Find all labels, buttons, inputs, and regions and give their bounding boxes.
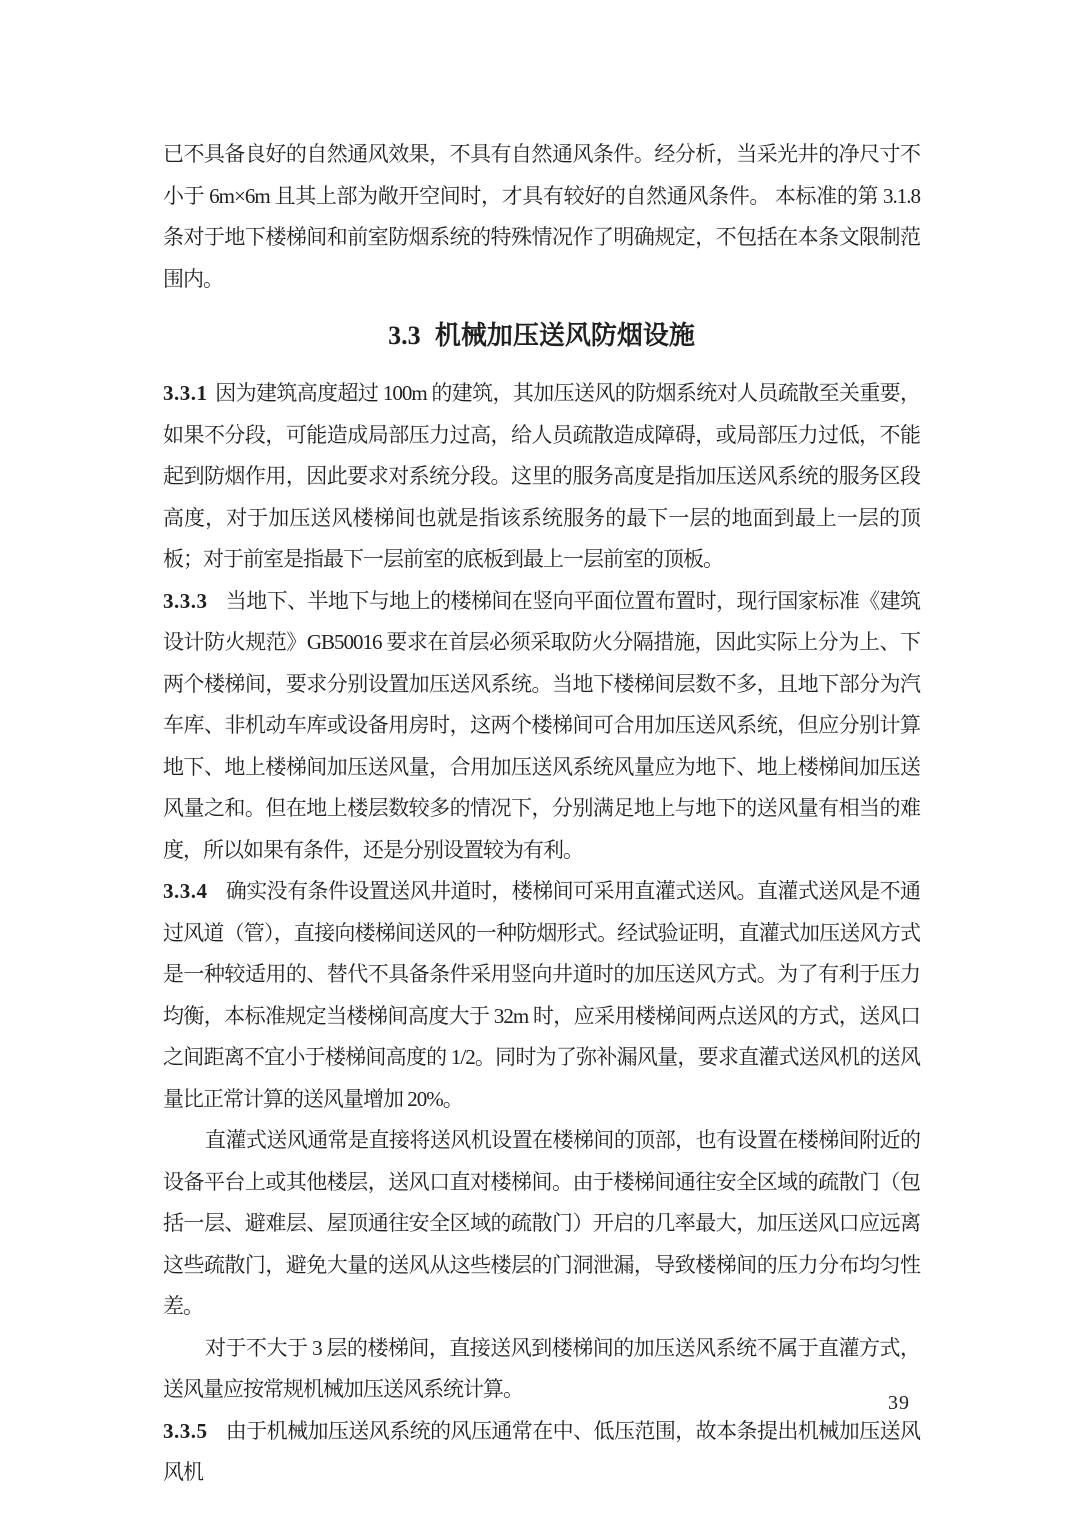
clause-text: 因为建筑高度超过 100m 的建筑，其加压送风的防烟系统对人员疏散至关重要，如果不分段，可能造成局部压力过高，给人员疏散造成障碍，或局部压力过低，不能起到防烟作用，因此要求对系统分段。这里的服务高度是指加压送风系统的服务区段高度，对于加压送风楼梯间也就是指该系统服务的最下一层的地面到最上一层的顶板；对于前室是指最下一层前室的底板到最上一层前室的顶板。: [163, 381, 920, 571]
section-heading: [163, 314, 920, 358]
clause-3-3-5: [163, 1411, 920, 1494]
clause-number: 3.3.1: [163, 381, 208, 405]
clause-number: 3.3.5: [163, 1418, 208, 1443]
clause-3-3-4: [163, 871, 920, 1120]
page-content: [163, 134, 920, 1494]
section-heading-title: 机械加压送风防烟设施: [434, 321, 695, 350]
clause-number: 3.3.4: [163, 879, 208, 903]
paragraph-continuation: 已不具备良好的自然通风效果，不具有自然通风条件。经分析，当采光井的净尺寸不小于 6m×6m 且其上部为敞开空间时，才具有较好的自然通风条件。 本标准的第 3.1.8 条对于地下楼梯间和前室防烟系统的特殊情况作了明确规定，不包括在本条文限制范围内。: [163, 142, 920, 291]
paragraph-direct-supply-fan: 直灌式送风通常是直接将送风机设置在楼梯间的顶部，也有设置在楼梯间附近的设备平台上或其他楼层，送风口直对楼梯间。由于楼梯间通往安全区域的疏散门（包括一层、避难层、屋顶通往安全区域的疏散门）开启的几率最大，加压送风口应远离这些疏散门，避免大量的送风从这些楼层的门洞泄漏，导致楼梯间的压力分布均匀性差。: [163, 1128, 920, 1318]
clause-3-3-3: [163, 581, 920, 872]
section-heading-number: 3.3: [388, 321, 421, 350]
paragraph-three-storey-stairwell: 对于不大于 3 层的楼梯间，直接送风到楼梯间的加压送风系统不属于直灌方式，送风量应按常规机械加压送风系统计算。: [163, 1335, 920, 1401]
clause-text: 当地下、半地下与地上的楼梯间在竖向平面位置布置时，现行国家标准《建筑设计防火规范》GB50016 要求在首层必须采取防火分隔措施，因此实际上分为上、下两个楼梯间，要求分别设置加压送风系统。当地下楼梯间层数不多，且地下部分为汽车库、非机动车库或设备用房时，这两个楼梯间可合用加压送风系统，但应分别计算地下、地上楼梯间加压送风量，合用加压送风系统风量应为地下、地上楼梯间加压送风量之和。但在地上楼层数较多的情况下，分别满足地上与地下的送风量有相当的难度，所以如果有条件，还是分别设置较为有利。: [163, 588, 920, 862]
clause-text: 确实没有条件设置送风井道时，楼梯间可采用直灌式送风。直灌式送风是不通过风道（管），直接向楼梯间送风的一种防烟形式。经试验证明，直灌式加压送风方式是一种较适用的、替代不具备条件采用竖向井道时的加压送风方式。为了有利于压力均衡，本标准规定当楼梯间高度大于 32m 时，应采用楼梯间两点送风的方式，送风口之间距离不宜小于楼梯间高度的 1/2。同时为了弥补漏风量，要求直灌式送风机的送风量比正常计算的送风量增加 20%。: [163, 879, 920, 1111]
clause-number: 3.3.3: [163, 588, 208, 613]
clause-3-3-1: [163, 373, 920, 581]
page-number: 39: [888, 1392, 910, 1414]
clause-text: 由于机械加压送风系统的风压通常在中、低压范围，故本条提出机械加压送风风机: [163, 1418, 920, 1484]
